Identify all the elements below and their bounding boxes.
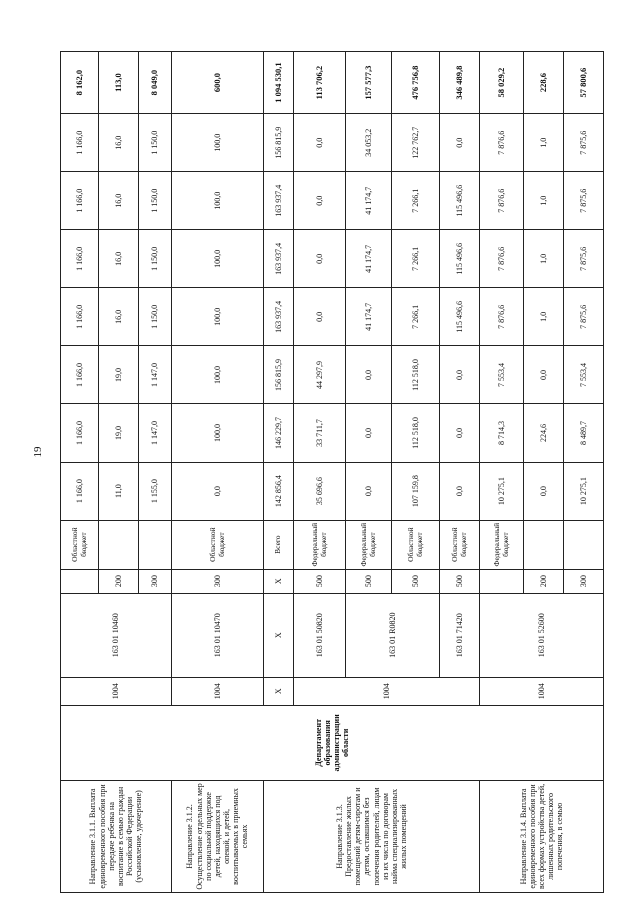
total-cell: 8 049,0 — [139, 52, 172, 114]
table-row — [61, 52, 99, 893]
direction-3-1-4: Направление 3.1.4. Выплата единовременного пособия при всех формах устройства детей, лишенных родительского попечения, в семью — [480, 780, 604, 892]
value-cell: 1 166,0 — [61, 346, 99, 404]
funding-source — [139, 520, 172, 569]
funding-source — [564, 520, 604, 569]
total-cell: 600,0 — [172, 52, 264, 114]
funding-source: Федеральный бюджет — [346, 520, 392, 569]
value-cell: 0,0 — [524, 346, 564, 404]
value-cell: 41 174,7 — [346, 230, 392, 288]
value-cell: 0,0 — [440, 346, 480, 404]
kcsr-code: 163 01 71420 — [440, 593, 480, 677]
value-cell: 0,0 — [524, 462, 564, 520]
value-cell: 16,0 — [99, 172, 139, 230]
value-cell: 10 275,1 — [564, 462, 604, 520]
funding-source: Всего — [264, 520, 294, 569]
value-cell: 0,0 — [294, 114, 346, 172]
total-cell: 57 800,6 — [564, 52, 604, 114]
value-cell: 163 937,4 — [264, 288, 294, 346]
value-cell: 115 496,6 — [440, 288, 480, 346]
value-cell: 1,0 — [524, 288, 564, 346]
kcsr-code: 163 01 10460 — [61, 593, 172, 677]
kcsr-code: 163 01 R0820 — [346, 593, 440, 677]
value-cell: 19,0 — [99, 346, 139, 404]
funding-source: Федеральный бюджет — [294, 520, 346, 569]
value-cell: 19,0 — [99, 404, 139, 462]
grbs-code: 1004 — [172, 677, 264, 705]
rotated-budget-table — [60, 51, 586, 893]
value-cell: 1 147,0 — [139, 404, 172, 462]
value-cell: 11,0 — [99, 462, 139, 520]
value-cell: 100,0 — [172, 404, 264, 462]
kvr-code: 300 — [172, 569, 264, 593]
value-cell: 1 166,0 — [61, 288, 99, 346]
value-cell: 16,0 — [99, 114, 139, 172]
value-cell: 41 174,7 — [346, 172, 392, 230]
total-cell: 113,0 — [99, 52, 139, 114]
value-cell: 0,0 — [440, 462, 480, 520]
value-cell: 7 876,6 — [480, 230, 524, 288]
value-cell: 1 150,0 — [139, 230, 172, 288]
grbs-code: Х — [264, 677, 294, 705]
value-cell: 7 266,1 — [392, 172, 440, 230]
value-cell: 224,6 — [524, 404, 564, 462]
funding-source: Областной бюджет — [440, 520, 480, 569]
total-cell: 228,6 — [524, 52, 564, 114]
kcsr-code: 163 01 50820 — [294, 593, 346, 677]
value-cell: 156 815,9 — [264, 114, 294, 172]
funding-source: Областной бюджет — [392, 520, 440, 569]
value-cell: 146 229,7 — [264, 404, 294, 462]
direction-3-1-3: Направление 3.1.3. Предоставление жилых помещений детям-сиротам и детям, оставшимся без попечения родителей, лицам из их числа по договорам найма специализированных жилых помещений — [264, 780, 480, 892]
value-cell: 33 711,7 — [294, 404, 346, 462]
kvr-code: 500 — [392, 569, 440, 593]
kcsr-code: 163 01 10470 — [172, 593, 264, 677]
value-cell: 115 496,6 — [440, 172, 480, 230]
value-cell: 10 275,1 — [480, 462, 524, 520]
value-cell: 8 489,7 — [564, 404, 604, 462]
value-cell: 1 166,0 — [61, 404, 99, 462]
value-cell: 0,0 — [294, 230, 346, 288]
value-cell: 7 266,1 — [392, 288, 440, 346]
value-cell: 7 876,6 — [480, 172, 524, 230]
value-cell: 112 518,0 — [392, 404, 440, 462]
kvr-code: 200 — [524, 569, 564, 593]
value-cell: 112 518,0 — [392, 346, 440, 404]
value-cell: 41 174,7 — [346, 288, 392, 346]
value-cell: 8 714,3 — [480, 404, 524, 462]
value-cell: 100,0 — [172, 230, 264, 288]
value-cell: 7 875,6 — [564, 230, 604, 288]
value-cell: 142 856,4 — [264, 462, 294, 520]
total-cell: 346 489,8 — [440, 52, 480, 114]
funding-source — [524, 520, 564, 569]
value-cell: 1 147,0 — [139, 346, 172, 404]
value-cell: 0,0 — [172, 462, 264, 520]
value-cell: 1,0 — [524, 172, 564, 230]
value-cell: 7 266,1 — [392, 230, 440, 288]
value-cell: 7 553,4 — [564, 346, 604, 404]
page-number: 19 — [32, 446, 44, 458]
value-cell: 100,0 — [172, 288, 264, 346]
total-cell: 58 029,2 — [480, 52, 524, 114]
value-cell: 16,0 — [99, 288, 139, 346]
value-cell: 0,0 — [294, 288, 346, 346]
value-cell: 7 876,6 — [480, 114, 524, 172]
grbs-code: 1004 — [294, 677, 480, 705]
kvr-code: 200 — [99, 569, 139, 593]
value-cell: 1 150,0 — [139, 172, 172, 230]
value-cell: 156 815,9 — [264, 346, 294, 404]
kvr-code: 300 — [139, 569, 172, 593]
total-cell: 113 706,2 — [294, 52, 346, 114]
funding-source: Областной бюджет — [172, 520, 264, 569]
kvr-code: 500 — [294, 569, 346, 593]
kvr-code — [480, 569, 524, 593]
total-cell: 476 756,8 — [392, 52, 440, 114]
total-cell: 8 162,0 — [61, 52, 99, 114]
value-cell: 44 297,9 — [294, 346, 346, 404]
value-cell: 163 937,4 — [264, 172, 294, 230]
value-cell: 7 553,4 — [480, 346, 524, 404]
value-cell: 0,0 — [294, 172, 346, 230]
value-cell: 1 150,0 — [139, 288, 172, 346]
direction-3-1-1: Направление 3.1.1. Выплата единовременного пособия при передаче ребенка на воспитание в семью граждан Российской Федерации (усыновление, удочерение) — [61, 780, 172, 892]
value-cell: 163 937,4 — [264, 230, 294, 288]
value-cell: 100,0 — [172, 172, 264, 230]
kvr-code: 500 — [346, 569, 392, 593]
value-cell: 1,0 — [524, 230, 564, 288]
value-cell: 1 155,0 — [139, 462, 172, 520]
value-cell: 7 876,6 — [480, 288, 524, 346]
value-cell: 122 762,7 — [392, 114, 440, 172]
funding-source: Федеральный бюджет — [480, 520, 524, 569]
grbs-code: 1004 — [61, 677, 172, 705]
grbs-code: 1004 — [480, 677, 604, 705]
kvr-code — [61, 569, 99, 593]
value-cell: 1 166,0 — [61, 114, 99, 172]
value-cell: 1,0 — [524, 114, 564, 172]
value-cell: 100,0 — [172, 346, 264, 404]
value-cell: 107 159,8 — [392, 462, 440, 520]
kcsr-code: Х — [264, 593, 294, 677]
kcsr-code: 163 01 52600 — [480, 593, 604, 677]
budget-table — [60, 51, 604, 893]
direction-3-1-2: Направление 3.1.2. Осуществление отдельных мер по социальной поддержке детей, находящихся под опекой, и детей, воспитываемых в приемных семьях — [172, 780, 264, 892]
value-cell: 115 496,6 — [440, 230, 480, 288]
value-cell: 0,0 — [346, 346, 392, 404]
value-cell: 0,0 — [346, 404, 392, 462]
value-cell: 7 875,6 — [564, 172, 604, 230]
kvr-code: 500 — [440, 569, 480, 593]
value-cell: 1 150,0 — [139, 114, 172, 172]
value-cell: 0,0 — [346, 462, 392, 520]
executor-cell: Департамент образования администрации области — [61, 705, 604, 780]
value-cell: 34 053,2 — [346, 114, 392, 172]
value-cell: 7 875,6 — [564, 114, 604, 172]
kvr-code: Х — [264, 569, 294, 593]
value-cell: 35 696,6 — [294, 462, 346, 520]
kvr-code: 300 — [564, 569, 604, 593]
value-cell: 16,0 — [99, 230, 139, 288]
total-cell: 157 577,3 — [346, 52, 392, 114]
value-cell: 1 166,0 — [61, 172, 99, 230]
funding-source: Областной бюджет — [61, 520, 99, 569]
value-cell: 1 166,0 — [61, 230, 99, 288]
value-cell: 1 166,0 — [61, 462, 99, 520]
value-cell: 0,0 — [440, 114, 480, 172]
value-cell: 100,0 — [172, 114, 264, 172]
total-cell: 1 094 530,1 — [264, 52, 294, 114]
funding-source — [99, 520, 139, 569]
value-cell: 7 875,6 — [564, 288, 604, 346]
value-cell: 0,0 — [440, 404, 480, 462]
